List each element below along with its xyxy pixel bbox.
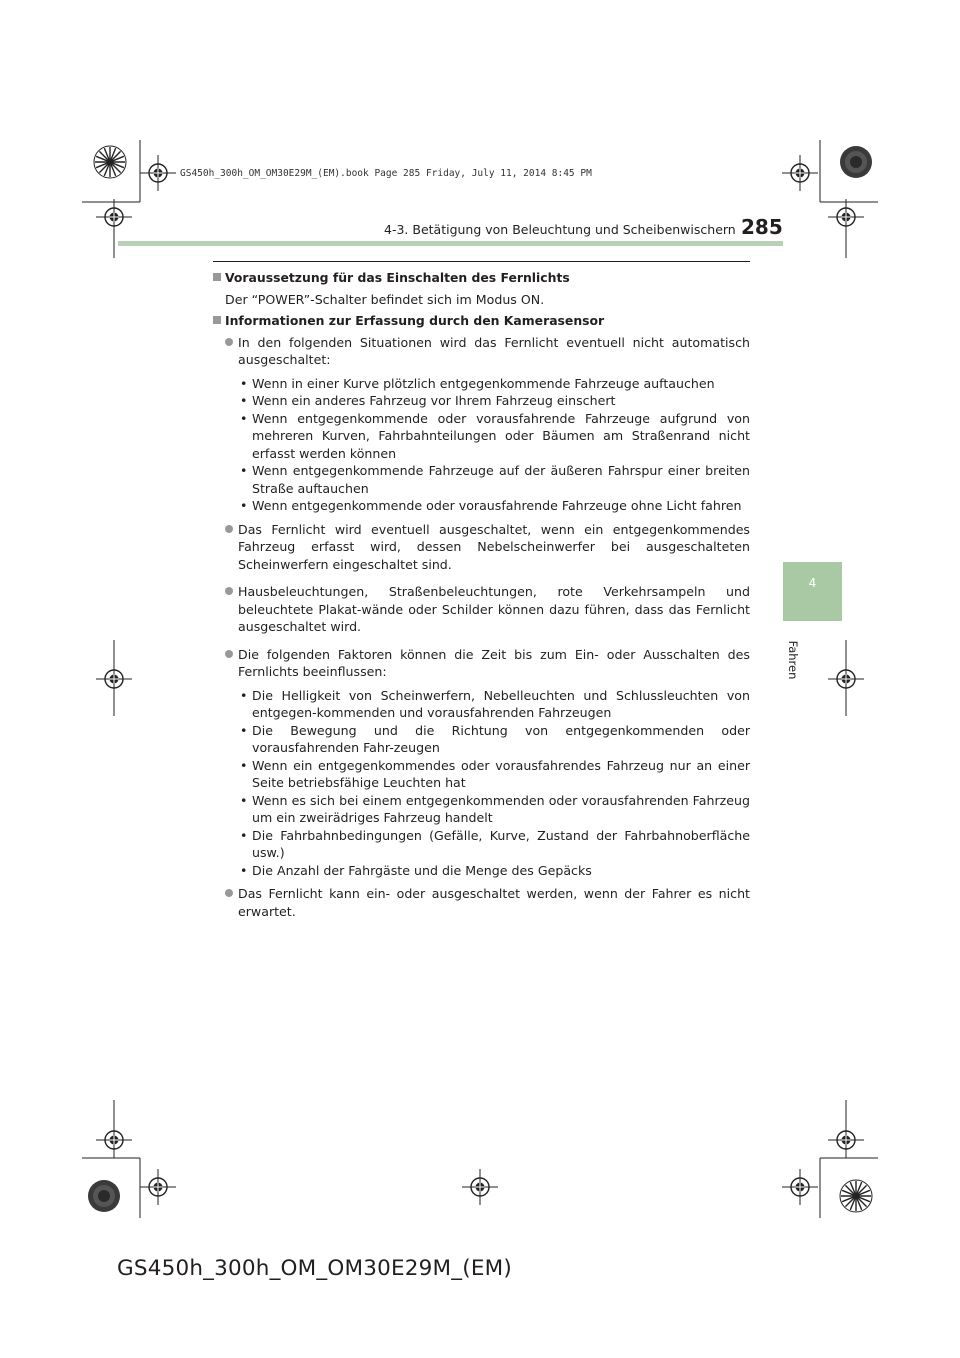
chapter-number: 4: [808, 576, 817, 590]
sub-list-item: • Die Helligkeit von Scheinwerfern, Nebelleuchten und Schlussleuchten von entgegen-kommenden und vorausfahrenden Fahrzeugen: [238, 687, 750, 722]
sub-list-item: • Wenn in einer Kurve plötzlich entgegenkommende Fahrzeuge auftauchen: [238, 375, 750, 393]
bullet-item: In den folgenden Situationen wird das Fernlicht eventuell nicht automatisch ausgeschaltet:: [213, 334, 750, 369]
header-rule: [213, 261, 750, 262]
sub-list-item: • Wenn entgegenkommende oder vorausfahrende Fahrzeuge aufgrund von mehreren Kurven, Fahrbahnteilungen oder Bäumen am Straßenrand nicht erfasst werden können: [238, 410, 750, 463]
paragraph: Der “POWER”-Schalter befindet sich im Modus ON.: [225, 291, 545, 307]
sub-list: [238, 687, 750, 880]
sub-list-item: • Die Bewegung und die Richtung von entgegenkommenden oder vorausfahrenden Fahr-zeugen: [238, 722, 750, 757]
section-heading-text: Informationen zur Erfassung durch den Kamerasensor: [225, 313, 605, 328]
chapter-tab: [783, 562, 842, 621]
round-bullet-icon: [225, 650, 233, 658]
chapter-label: [784, 630, 802, 690]
round-bullet-icon: [225, 338, 233, 346]
header-bar: [118, 241, 783, 246]
round-bullet-icon: [225, 587, 233, 595]
sub-list-item: • Die Fahrbahnbedingungen (Gefälle, Kurve, Zustand der Fahrbahnoberfläche usw.): [238, 827, 750, 862]
section-heading: [213, 312, 750, 330]
square-bullet-icon: [213, 273, 221, 281]
bullet-item: Hausbeleuchtungen, Straßenbeleuchtungen, rote Verkehrsampeln und beleuchtete Plakat-wände oder Schilder können dazu führen, dass das Fernlicht ausgeschaltet wird.: [213, 583, 750, 636]
sub-list-item: • Wenn entgegenkommende Fahrzeuge auf der äußeren Fahrspur einer breiten Straße auftauchen: [238, 462, 750, 497]
chapter-label-text: Fahren: [786, 640, 800, 680]
sub-list: [238, 375, 750, 515]
round-bullet-icon: [225, 889, 233, 897]
section-title: 4-3. Betätigung von Beleuchtung und Scheibenwischern: [384, 222, 736, 237]
page-number: 285: [741, 215, 783, 239]
footer-manual-code: GS450h_300h_OM_OM30E29M_(EM): [117, 1256, 512, 1281]
section-heading: [213, 269, 750, 287]
sub-list-item: • Wenn ein entgegenkommendes oder vorausfahrendes Fahrzeug nur an einer Seite betriebsfähige Leuchten hat: [238, 757, 750, 792]
bullet-item: Das Fernlicht kann ein- oder ausgeschaltet werden, wenn der Fahrer es nicht erwartet.: [213, 885, 750, 920]
sub-list-item: • Die Anzahl der Fahrgäste und die Menge des Gepäcks: [238, 862, 750, 880]
book-info-line: GS450h_300h_OM_OM30E29M_(EM).book Page 285 Friday, July 11, 2014 8:45 PM: [180, 168, 592, 179]
sub-list-item: • Wenn es sich bei einem entgegenkommenden oder vorausfahrenden Fahrzeug um ein zweirädriges Fahrzeug handelt: [238, 792, 750, 827]
sub-list-item: • Wenn entgegenkommende oder vorausfahrende Fahrzeuge ohne Licht fahren: [238, 497, 750, 515]
page-content: [213, 269, 750, 920]
bullet-item: Die folgenden Faktoren können die Zeit bis zum Ein- oder Ausschalten des Fernlichts beeinflussen:: [213, 646, 750, 681]
round-bullet-icon: [225, 525, 233, 533]
sub-list-item: • Wenn ein anderes Fahrzeug vor Ihrem Fahrzeug einschert: [238, 392, 750, 410]
bullet-item: Das Fernlicht wird eventuell ausgeschaltet, wenn ein entgegenkommendes Fahrzeug erfasst wird, dessen Nebelscheinwerfer bei ausgeschalteten Scheinwerfern eingeschaltet sind.: [213, 521, 750, 574]
section-heading-text: Voraussetzung für das Einschalten des Fernlichts: [225, 270, 570, 285]
square-bullet-icon: [213, 316, 221, 324]
